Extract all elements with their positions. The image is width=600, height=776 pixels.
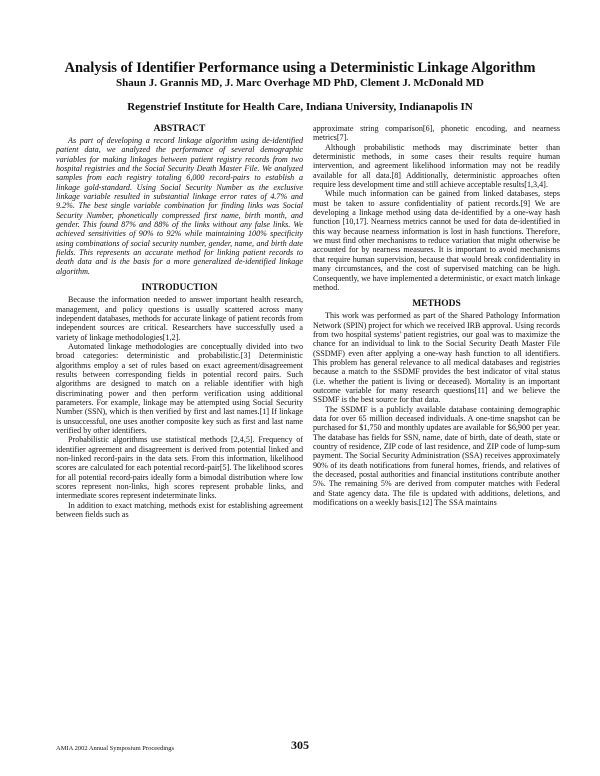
proceedings-footer: AMIA 2002 Annual Symposium Proceedings <box>56 745 175 752</box>
intro-continued-paragraph: While much information can be gained from linked databases, steps must be taken to assure confidentiality of patient records.[9] We are developing a linkage method using data de-identified by a one-way hash function [10,17]. Nearness metrics cannot be used for data de-identified in this way because nearness information is lost in hash functions. Therefore, we must find other mechanisms to reduce variation that might otherwise be accounted for by nearness measures. It is important to avoid mechanisms that require human supervision, because that would break confidentiality in many circumstances, and the cost of supervised matching can be high. Consequently, we have implemented a deterministic, or exact match linkage method. <box>313 189 560 292</box>
intro-paragraph: In addition to exact matching, methods exist for establishing agreement between fields such as <box>56 500 303 520</box>
methods-paragraph: This work was performed as part of the Shared Pathology Information Network (SPIN) project for which we received IRB approval. Using records from two hospital systems' patient registries, our goal was to maximize the chance for an individual to link to the Social Security Death Master File (SSDMF) even after applying a one-way hash function to all identifiers. This problem has general relevance to all medical databases and registries because a match to the SSDMF provides the best indicator of vital status (i.e. whether the patient is living or deceased). Mortality is an important outcome variable for many research questions[11] and we believe the SSDMF is the best source for that data. <box>313 311 561 405</box>
left-column <box>56 124 303 519</box>
introduction-heading: INTRODUCTION <box>141 283 218 294</box>
intro-continued-paragraph: Although probabilistic methods may discriminate better than deterministic methods, in some cases their results require human intervention, and agreement likelihood information may not be readily available for all data.[8] Additionally, deterministic approaches often require less development time and still achieve acceptable results[1,3,4]. <box>313 142 560 190</box>
paper-title: Analysis of Identifier Performance using a Deterministic Linkage Algorithm <box>64 60 536 76</box>
intro-continued-paragraph: approximate string comparison[6], phonetic encoding, and nearness metrics[7]. <box>313 124 560 143</box>
intro-paragraph: Because the information needed to answer important health research, management, and policy questions is usually scattered across many independent databases, methods for accurate linkage of patient records from independent sources are critical. Researchers have successfully used a variety of linkage methodologies[1,2]. <box>56 295 303 342</box>
paper-authors: Shaun J. Grannis MD, J. Marc Overhage MD PhD, Clement J. McDonald MD <box>116 77 484 89</box>
page-number: 305 <box>291 738 309 752</box>
paper-affiliation: Regenstrief Institute for Health Care, Indiana University, Indianapolis IN <box>127 101 473 113</box>
right-column <box>313 124 560 507</box>
intro-paragraph: Probabilistic algorithms use statistical methods [2,4,5]. Frequency of identifier agreement and disagreement is derived from potential linked and non-linked record-pairs in the data sets. From this information, likelihood scores are calculated for each potential record-pair[5]. The likelihood scores for all potential record-pairs ideally form a bimodal distribution where low scores represent non-links, high scores represent probable links, and intermediate scores represent indeterminate links. <box>56 435 303 501</box>
abstract-heading: ABSTRACT <box>153 124 206 134</box>
intro-paragraph: Automated linkage methodologies are conceptually divided into two broad categories: deterministic and probabilistic.[3] Deterministic algorithms employ a set of rules based on exact agreement/disagreement results between corresponding fields in potential record pairs. Such algorithms are designed to match on a reliable identifier with high discriminating power and then perform verification using additional parameters. For example, linkage may be attempted using Social Security Number (SSN), which is then verified by first and last names.[1] If linkage is unsuccessful, one uses another composite key such as first and last name verified by other identifiers. <box>56 341 303 435</box>
methods-heading: METHODS <box>412 299 461 310</box>
abstract-text: As part of developing a record linkage algorithm using de-identified patient data, we analyzed the performance of several demographic variables for making linkages between patient registry records from two hospital registries and the Social Security Death Master File. We analyzed samples from each registry totaling 6,000 record-pairs to establish a linkage gold-standard. Using Social Security Number as the exclusive linkage variable resulted in substantial linkage error rates of 4.7% and 9.2%. The best single variable combination for finding links was Social Security Number, phonetically compressed first name, birth month, and gender. This found 87% and 88% of the links without any false links. We achieved sensitivities of 90% to 92% while maintaining 100% specificity using combinations of social security number, gender, name, and birth date fields. This represents an accurate method for linking patient records to death data and is the basis for a more generalized de-identified linkage algorithm. <box>56 136 303 276</box>
methods-paragraph: The SSDMF is a publicly available database containing demographic data for over 65 million deceased individuals. A one-time snapshot can be purchased for $1,750 and monthly updates are available for $6,900 per year. The database has fields for SSN, name, date of birth, date of death, state or country of residence, ZIP code of last residence, and ZIP code of lump-sum payment. The Social Security Administration (SSA) receives approximately 90% of its death notifications from funeral homes, friends, and relatives of the deceased, postal authorities and financial institutions contribute another 5%. The remaining 5% are derived from computer matches with Federal and State agency data. The file is updated with additions, deletions, and modifications on a weekly basis.[12] The SSA maintains <box>313 404 560 508</box>
